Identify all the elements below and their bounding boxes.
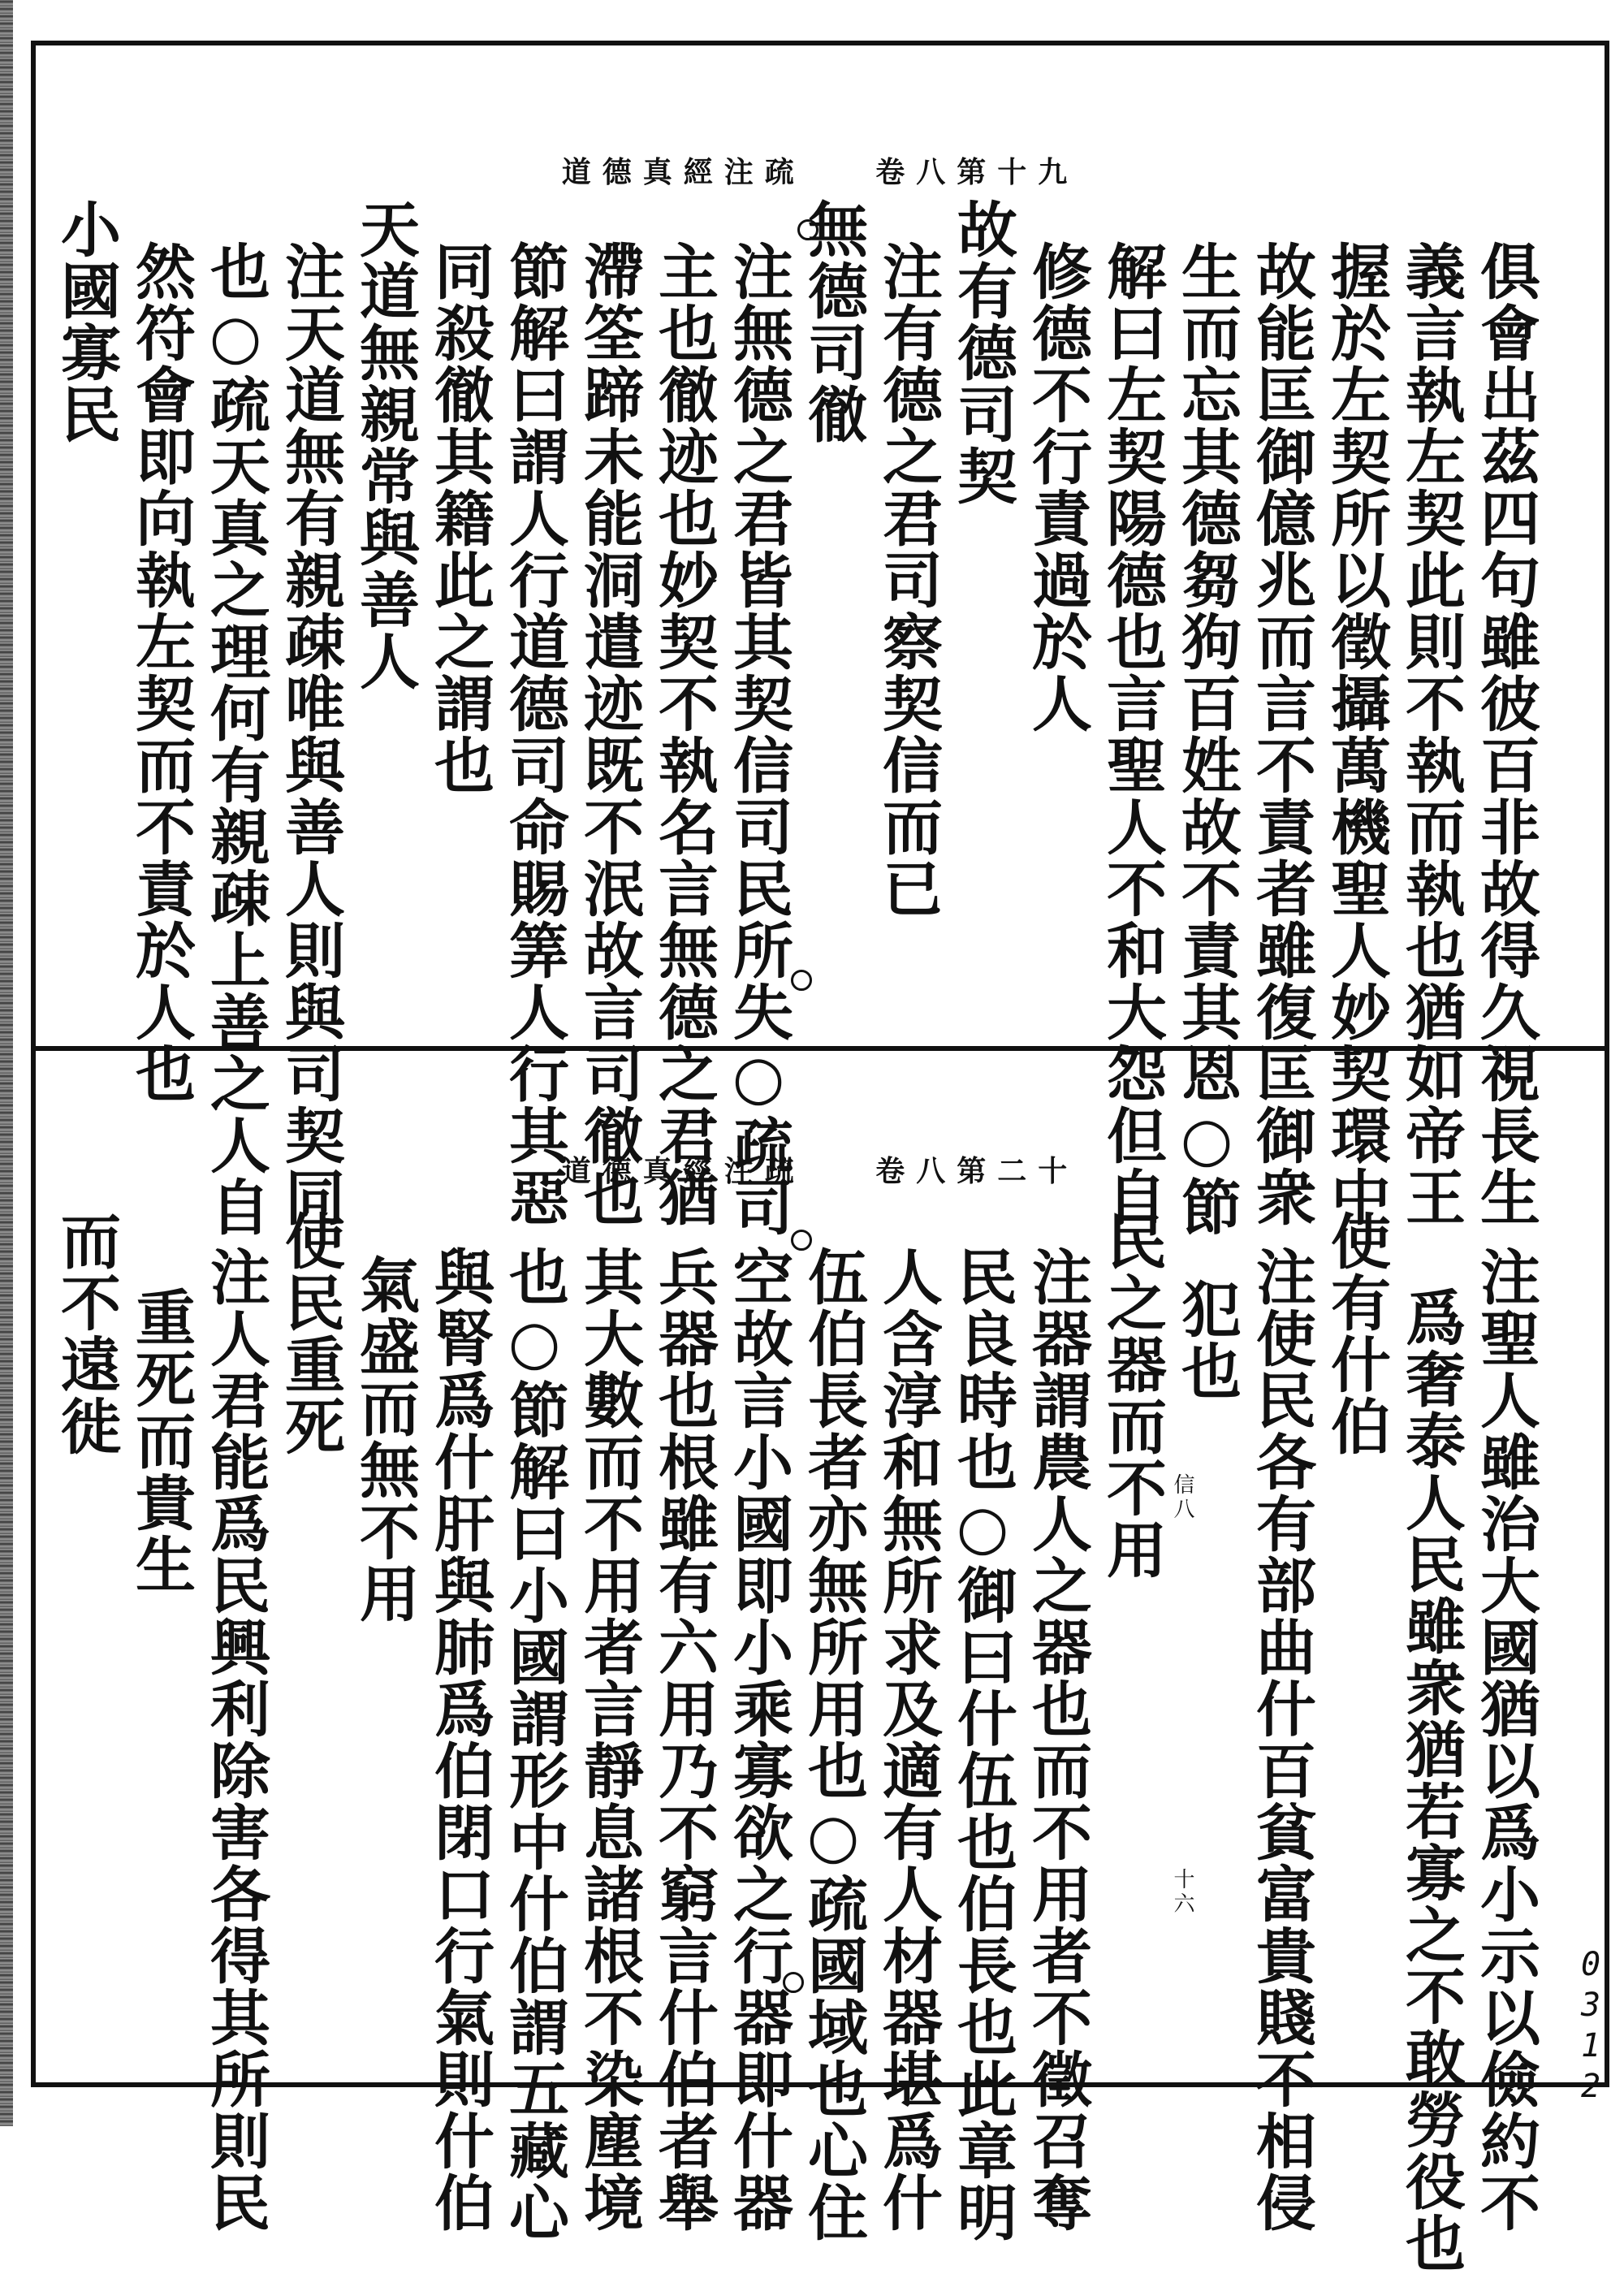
text-column: 氣盛而無不用 bbox=[350, 1254, 420, 1624]
text-column: 也○節解曰小國謂形中什伯謂五藏心 bbox=[499, 1246, 569, 2243]
text-column: 注無德之君皆其契信司民所失○疏司 bbox=[723, 240, 793, 1238]
text-column: 義言執左契此則不執而執也猶如帝王 bbox=[1396, 240, 1466, 1228]
text-column: 兵器也根雖有六用乃不窮言什伯者舉 bbox=[649, 1246, 719, 2233]
text-column: 注使民各有部曲什百貧富貴賤不相侵 bbox=[1246, 1246, 1316, 2233]
text-column: 重死而貴生 bbox=[126, 1286, 196, 1595]
text-column: 爲奢泰人民雖衆猶若寡之不敢勞役也 bbox=[1396, 1286, 1466, 2274]
bottom-header-title: 道德真經注疏 bbox=[561, 1154, 806, 1188]
text-column: 無德司徹 bbox=[798, 198, 868, 445]
text-column: 使民重死 bbox=[275, 1210, 345, 1457]
text-column: 空故言小國即小乘寡欲之行器即什器 bbox=[723, 1246, 793, 2233]
text-column: 使有什伯 bbox=[1321, 1210, 1391, 1457]
top-header-title: 道德真經注疏 bbox=[561, 155, 806, 189]
text-column: 握於左契所以徵攝萬機聖人妙契環中 bbox=[1321, 240, 1391, 1228]
page-stamp: 0312 bbox=[1572, 1946, 1609, 2108]
page-number: 十六 bbox=[1170, 1868, 1194, 1917]
top-header-chapter: 卷八第十九 bbox=[875, 155, 1079, 189]
text-column: 天道無親常與善人 bbox=[350, 198, 420, 692]
text-column: 民良時也○御曰什伍也伯長也此章明 bbox=[948, 1246, 1017, 2243]
text-column: 解曰左契陽德也言聖人不和大怨但自 bbox=[1097, 240, 1167, 1228]
paragraph-circle-mark bbox=[791, 970, 812, 991]
text-column: 然符會即向執左契而不責於人也 bbox=[126, 240, 196, 1105]
bottom-panel bbox=[36, 1051, 1605, 2274]
side-note: 信八 bbox=[1170, 1473, 1194, 1522]
text-column: 犯也 bbox=[1172, 1278, 1242, 1402]
text-column: 與腎爲什肝與肺爲伯閉口行氣則什伯 bbox=[425, 1246, 495, 2233]
text-column: 主也徹迹也妙契不執名言無德之君猶 bbox=[649, 240, 719, 1228]
text-column: 民之器而不用 bbox=[1097, 1210, 1167, 1580]
text-column: 故能匡御億兆而言不責者雖復匡御衆 bbox=[1246, 240, 1316, 1228]
text-column: 生而忘其德芻狗百姓故不責其恩○節 bbox=[1172, 240, 1242, 1238]
text-column: 同殺徹其籍此之謂也 bbox=[425, 240, 495, 796]
paragraph-circle-mark bbox=[797, 219, 818, 240]
text-column: 俱會出茲四句雖彼百非故得久視長生 bbox=[1471, 240, 1540, 1228]
text-column: 小國寡民 bbox=[51, 198, 121, 445]
paragraph-circle-mark bbox=[783, 1972, 804, 1993]
text-column: 注天道無有親疎唯與善人則與司契同 bbox=[275, 240, 345, 1228]
paragraph-circle-mark bbox=[791, 1230, 812, 1251]
text-column: 人含淳和無所求及適有人材器堪爲什 bbox=[873, 1246, 943, 2233]
bottom-header-chapter: 卷八第二十 bbox=[875, 1154, 1079, 1188]
scan-edge-shadow bbox=[0, 0, 13, 2126]
text-column: 也○疏天真之理何有親疎上善之人自 bbox=[201, 240, 270, 1238]
bottom-header bbox=[36, 1148, 1605, 1190]
top-header bbox=[36, 149, 1605, 191]
text-column: 注聖人雖治大國猶以爲小示以儉約不 bbox=[1471, 1246, 1540, 2233]
text-column: 注人君能爲民興利除害各得其所則民 bbox=[201, 1246, 270, 2233]
text-column: 滯筌蹄未能洞遣迹既不泯故言司徹也 bbox=[574, 240, 644, 1228]
text-column: 修德不行責過於人 bbox=[1022, 240, 1092, 734]
text-column: 伍伯長者亦無所用也○疏國域也心住 bbox=[798, 1246, 868, 2243]
text-column: 而不遠徙 bbox=[51, 1210, 121, 1457]
text-column: 注器謂農人之器也而不用者不徵召奪 bbox=[1022, 1246, 1092, 2233]
text-column: 節解曰謂人行道德司命賜筭人行其惡 bbox=[499, 240, 569, 1228]
text-column: 故有德司契 bbox=[948, 198, 1017, 507]
text-column: 其大數而不用者言靜息諸根不染塵境 bbox=[574, 1246, 644, 2233]
text-column: 注有德之君司察契信而已 bbox=[873, 240, 943, 919]
